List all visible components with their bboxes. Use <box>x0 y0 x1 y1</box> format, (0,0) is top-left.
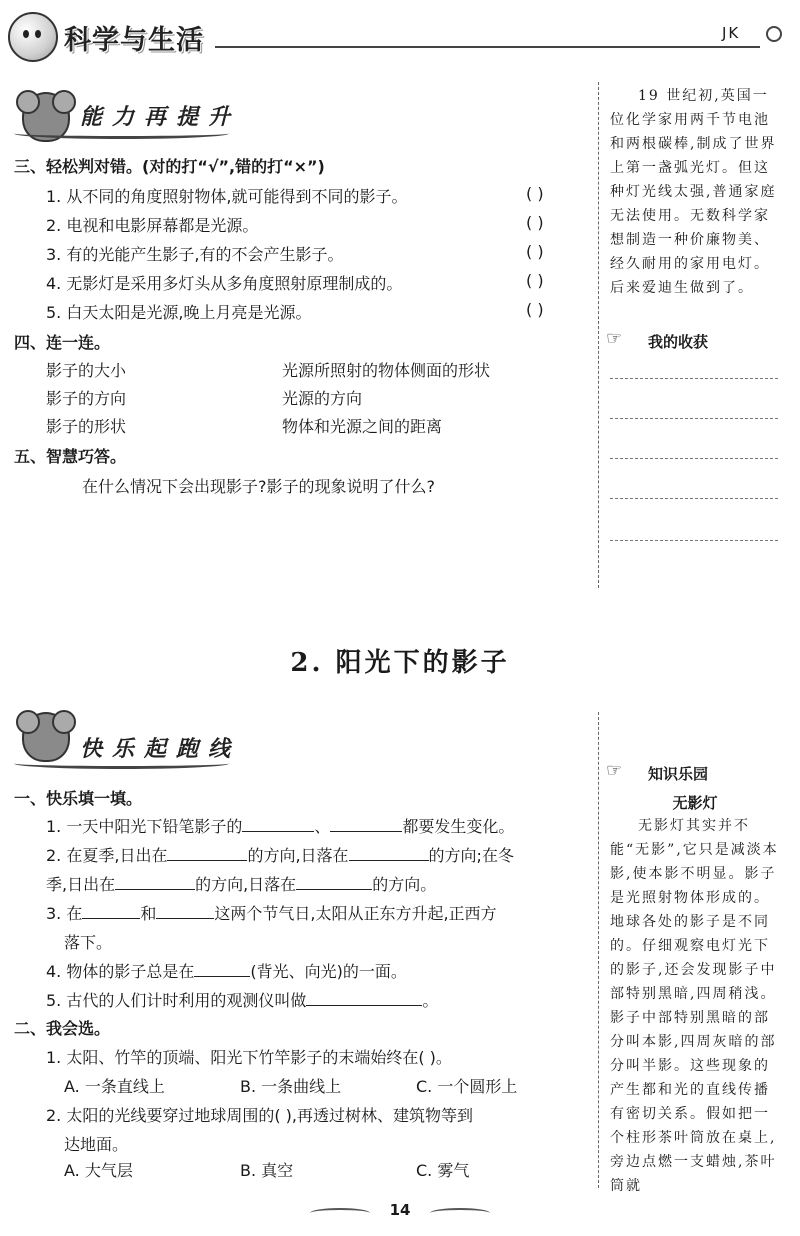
series-code: JK <box>722 24 741 42</box>
brand-title: 科学与生活 <box>64 25 204 56</box>
choice-item-2: 2. 太阳的光线要穿过地球周围的( ),再透过树林、建筑物等到 <box>46 1106 474 1125</box>
q3-item-3: 3. 有的光能产生影子,有的不会产生影子。 <box>46 245 344 264</box>
q3-item-4: 4. 无影灯是采用多灯头从多角度照射原理制成的。 <box>46 274 403 293</box>
pointing-hand-icon: ☞ <box>606 328 623 349</box>
answer-blank-4[interactable]: ( ) <box>526 271 544 290</box>
fill-item-1: 1. 一天中阳光下铅笔影子的 、 都要发生变化。 <box>46 817 515 836</box>
fill-blank[interactable] <box>330 817 402 832</box>
note-line-4[interactable] <box>610 498 778 499</box>
choice-item-1: 1. 太阳、竹竿的顶端、阳光下竹竿影子的末端始终在( )。 <box>46 1048 452 1067</box>
fill-item-5: 5. 古代的人们计时利用的观测仪叫做 。 <box>46 991 439 1010</box>
footer-ornament-right <box>430 1208 490 1218</box>
choice-2-option-c[interactable]: C. 雾气 <box>416 1161 470 1180</box>
answer-blank-1[interactable]: ( ) <box>526 184 544 203</box>
q3-title: 三、轻松判对错。(对的打“√”,错的打“×”) <box>14 157 325 176</box>
choice-item-2-cont: 达地面。 <box>64 1135 129 1154</box>
answer-blank-2[interactable]: ( ) <box>526 213 544 232</box>
match-right-2[interactable]: 光源的方向 <box>282 389 363 408</box>
q5-question: 在什么情况下会出现影子?影子的现象说明了什么? <box>82 477 435 496</box>
fill-blank[interactable] <box>306 991 422 1006</box>
choice-2-option-a[interactable]: A. 大气层 <box>64 1161 133 1180</box>
answer-blank-5[interactable]: ( ) <box>526 300 544 319</box>
fill-item-2-cont: 季,日出在 的方向,日落在 的方向。 <box>46 875 437 894</box>
match-right-1[interactable]: 光源所照射的物体侧面的形状 <box>282 361 491 380</box>
section-banner-1: 能力再提升 <box>80 105 241 130</box>
q5-title: 五、智慧巧答。 <box>14 447 127 466</box>
knowledge-text: 无影灯其实并不能“无影”,它只是减淡本影,使本影不明显。影子是光照射物体形成的。地球各处的影子是不同的。仔细观察电灯光下的影子,还会发现影子中部特别黑暗,四周稍浅。影子中部特别黑暗的部分叫本影,四周灰暗的部分叫半影。这些现象的产生都和光的直线传播有密切关系。假如把一个柱形茶叶筒放在桌上,旁边点燃一支蜡烛,茶叶筒就 <box>610 818 779 1194</box>
choice-1-option-a[interactable]: A. 一条直线上 <box>64 1077 165 1096</box>
answer-blank-3[interactable]: ( ) <box>526 242 544 261</box>
fill-item-4: 4. 物体的影子总是在 (背光、向光)的一面。 <box>46 962 407 981</box>
logo-mascot <box>8 12 58 62</box>
q3-item-5: 5. 白天太阳是光源,晚上月亮是光源。 <box>46 303 312 322</box>
footer-ornament-left <box>310 1208 370 1218</box>
header-decoration-icon <box>766 26 782 42</box>
choice-2-option-b[interactable]: B. 真空 <box>240 1161 294 1180</box>
choice-title: 二、我会选。 <box>14 1019 111 1038</box>
page-number: 14 <box>389 1201 411 1219</box>
choice-1-option-b[interactable]: B. 一条曲线上 <box>240 1077 342 1096</box>
knowledge-title: 无影灯 <box>672 794 718 812</box>
fill-blank[interactable] <box>242 817 314 832</box>
fill-blank[interactable] <box>156 904 214 919</box>
fill-blank[interactable] <box>82 904 140 919</box>
choice-1-option-c[interactable]: C. 一个圆形上 <box>416 1077 518 1096</box>
fill-item-3: 3. 在 和 这两个节气日,太阳从正东方升起,正西方 <box>46 904 497 923</box>
q3-item-1: 1. 从不同的角度照射物体,就可能得到不同的影子。 <box>46 187 408 206</box>
fill-item-3-cont: 落下。 <box>64 933 113 952</box>
header-rule <box>215 46 760 48</box>
note-line-1[interactable] <box>610 378 778 379</box>
knowledge-heading: 知识乐园 <box>648 765 709 783</box>
sidebar-divider-1 <box>598 82 599 588</box>
match-left-2[interactable]: 影子的方向 <box>46 389 127 408</box>
banner-wave <box>14 128 229 139</box>
match-right-3[interactable]: 物体和光源之间的距离 <box>282 417 443 436</box>
fill-blank[interactable] <box>115 875 195 890</box>
note-line-2[interactable] <box>610 418 778 419</box>
fill-item-2: 2. 在夏季,日出在 的方向,日落在 的方向;在冬 <box>46 846 514 865</box>
mouse-mascot-icon <box>22 712 70 762</box>
match-left-3[interactable]: 影子的形状 <box>46 417 127 436</box>
harvest-title: 我的收获 <box>648 333 709 351</box>
fill-title: 一、快乐填一填。 <box>14 789 143 808</box>
note-line-5[interactable] <box>610 540 778 541</box>
match-left-1[interactable]: 影子的大小 <box>46 361 127 380</box>
pointing-hand-icon: ☞ <box>606 760 623 781</box>
fill-blank[interactable] <box>167 846 247 861</box>
fill-blank[interactable] <box>296 875 372 890</box>
q3-item-2: 2. 电视和电影屏幕都是光源。 <box>46 216 259 235</box>
section-banner-2: 快乐起跑线 <box>80 737 241 762</box>
chapter-title: 2. 阳光下的影子 <box>290 648 510 678</box>
sidebar-divider-2 <box>598 712 599 1188</box>
fill-blank[interactable] <box>349 846 429 861</box>
fill-blank[interactable] <box>194 962 250 977</box>
sidebar-note-text: 19 世纪初,英国一位化学家用两千节电池和两根碳棒,制成了世界上第一盏弧光灯。但这种灯光线太强,普通家庭无法使用。无数科学家想制造一种价廉物美、经久耐用的家用电灯。后来爱迪生做到了。 <box>610 88 777 296</box>
note-line-3[interactable] <box>610 458 778 459</box>
q4-title: 四、连一连。 <box>14 333 111 352</box>
banner-wave <box>14 758 229 769</box>
